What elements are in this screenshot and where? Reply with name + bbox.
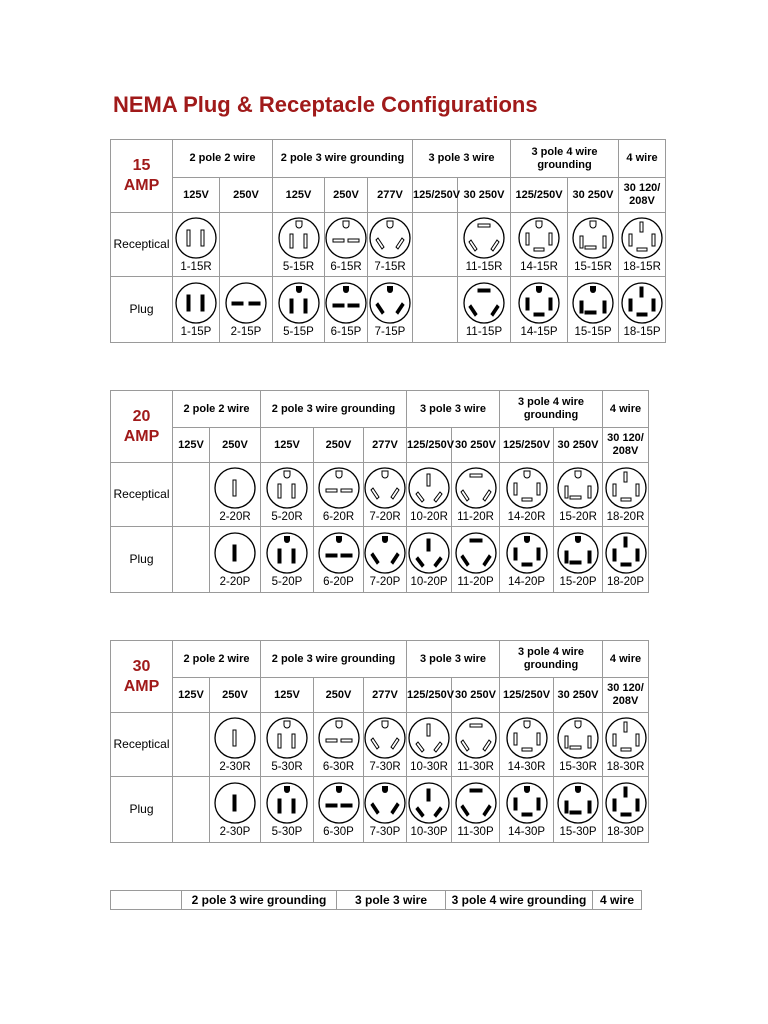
plug-face-icon	[174, 281, 218, 325]
plug-cell	[407, 777, 452, 843]
voltage-header: 125V	[261, 678, 314, 713]
bottom-cell-4w: 4 wire	[593, 891, 642, 910]
receptacle-cell	[452, 713, 500, 777]
amp-rating	[111, 391, 173, 463]
voltage-header: 30 120/ 208V	[619, 178, 666, 213]
voltage-header: 277V	[368, 178, 413, 213]
plug-face-icon	[556, 781, 600, 825]
receptacle-cell	[368, 213, 413, 277]
nema-code: 5-20R	[271, 510, 303, 523]
receptacle-face-icon	[174, 216, 218, 260]
voltage-header: 30 120/ 208V	[603, 678, 649, 713]
header-4w: 4 wire	[603, 391, 649, 428]
receptacle-face-icon	[571, 216, 615, 260]
receptacle-face-icon	[363, 466, 407, 510]
receptacle-cell	[554, 713, 603, 777]
plug-cell	[220, 277, 273, 343]
nema-code: 14-20R	[507, 510, 546, 523]
nema-code: 15-30P	[559, 825, 597, 838]
header-2p2w: 2 pole 2 wire	[173, 391, 261, 428]
plug-cell	[210, 527, 261, 593]
nema-code: 11-30P	[457, 825, 494, 838]
receptacle-cell	[314, 463, 364, 527]
voltage-header: 250V	[314, 428, 364, 463]
amp-rating	[111, 140, 173, 213]
voltage-header: 125/250V	[500, 678, 554, 713]
receptacle-cell	[173, 463, 210, 527]
receptacle-cell	[500, 713, 554, 777]
receptacle-face-icon	[505, 716, 549, 760]
nema-code: 2-15P	[230, 325, 262, 338]
receptacle-face-icon	[407, 716, 451, 760]
plug-face-icon	[462, 281, 506, 325]
receptacle-cell	[407, 463, 452, 527]
bottom-cell-3p3w: 3 pole 3 wire	[337, 891, 446, 910]
voltage-header: 125/250V	[511, 178, 568, 213]
nema-code: 6-30R	[322, 760, 355, 773]
receptacle-face-icon	[604, 716, 648, 760]
plug-face-icon	[277, 281, 321, 325]
voltage-header: 30 250V	[554, 428, 603, 463]
voltage-header: 250V	[314, 678, 364, 713]
nema-code: 10-30P	[410, 825, 448, 838]
nema-code: 7-20R	[369, 510, 401, 523]
voltage-header: 30 120/ 208V	[603, 428, 649, 463]
amp-unit: AMP	[123, 177, 160, 194]
plug-cell	[368, 277, 413, 343]
receptacle-face-icon	[517, 216, 561, 260]
nema-code: 15-15R	[574, 260, 612, 273]
voltage-header: 30 250V	[554, 678, 603, 713]
receptacle-face-icon	[324, 216, 368, 260]
nema-code: 15-15P	[574, 325, 612, 338]
receptacle-cell	[458, 213, 511, 277]
plug-cell	[173, 527, 210, 593]
nema-code: 14-15P	[520, 325, 558, 338]
plug-cell	[603, 527, 649, 593]
amp-unit: AMP	[123, 677, 160, 695]
receptacle-cell	[325, 213, 368, 277]
receptacle-cell	[261, 713, 314, 777]
nema-code: 2-20P	[219, 575, 251, 588]
plug-cell	[500, 527, 554, 593]
plug-face-icon	[604, 531, 648, 575]
nema-code: 11-20P	[457, 575, 494, 588]
voltage-header: 250V	[210, 678, 261, 713]
nema-code: 6-20P	[323, 575, 354, 588]
plug-cell	[364, 777, 407, 843]
nema-code: 6-15R	[330, 260, 362, 273]
voltage-header: 277V	[364, 678, 407, 713]
nema-code: 7-30P	[369, 825, 401, 838]
plug-face-icon	[604, 781, 648, 825]
receptacle-face-icon	[363, 716, 407, 760]
receptacle-cell	[568, 213, 619, 277]
nema-code: 6-15P	[330, 325, 362, 338]
nema-code: 15-30R	[559, 760, 597, 773]
receptacle-cell	[364, 463, 407, 527]
header-3p3w: 3 pole 3 wire	[413, 140, 511, 178]
nema-code: 14-30R	[507, 760, 546, 773]
receptacle-cell	[210, 713, 261, 777]
receptacle-cell	[261, 463, 314, 527]
plug-cell	[458, 277, 511, 343]
plug-cell	[325, 277, 368, 343]
nema-code: 11-20R	[457, 510, 494, 523]
header-4w: 4 wire	[619, 140, 666, 178]
receptacle-cell	[407, 713, 452, 777]
row-label-receptacle: Receptical	[111, 713, 173, 777]
receptacle-cell	[413, 213, 458, 277]
receptacle-face-icon	[604, 466, 648, 510]
voltage-header: 125/250V	[500, 428, 554, 463]
amp-number: 30	[132, 657, 151, 675]
plug-face-icon	[213, 531, 257, 575]
receptacle-cell	[314, 713, 364, 777]
receptacle-face-icon	[317, 466, 361, 510]
voltage-header: 125/250V	[407, 678, 452, 713]
plug-face-icon	[407, 531, 451, 575]
header-4w: 4 wire	[603, 641, 649, 678]
plug-cell	[452, 777, 500, 843]
voltage-header: 30 250V	[568, 178, 619, 213]
header-2p3wg: 2 pole 3 wire grounding	[273, 140, 413, 178]
nema-table-30a	[110, 640, 649, 843]
plug-cell	[452, 527, 500, 593]
receptacle-cell	[220, 213, 273, 277]
voltage-header: 125V	[173, 178, 220, 213]
nema-code: 7-15P	[374, 325, 406, 338]
voltage-header: 250V	[210, 428, 261, 463]
plug-face-icon	[265, 781, 309, 825]
nema-code: 18-20R	[606, 510, 645, 523]
receptacle-face-icon	[407, 466, 451, 510]
nema-code: 5-30R	[271, 760, 303, 773]
plug-cell	[173, 277, 220, 343]
plug-cell	[314, 527, 364, 593]
nema-code: 5-30P	[271, 825, 303, 838]
receptacle-face-icon	[454, 716, 498, 760]
nema-code: 11-15R	[465, 260, 503, 273]
row-label-plug: Plug	[111, 777, 173, 843]
receptacle-cell	[619, 213, 666, 277]
plug-face-icon	[317, 781, 361, 825]
plug-face-icon	[556, 531, 600, 575]
receptacle-face-icon	[368, 216, 412, 260]
plug-cell	[554, 527, 603, 593]
nema-code: 14-20P	[507, 575, 546, 588]
plug-cell	[314, 777, 364, 843]
header-3p4wg: 3 pole 4 wire grounding	[500, 641, 603, 678]
amp-number: 15	[132, 157, 151, 174]
plug-face-icon	[517, 281, 561, 325]
receptacle-face-icon	[265, 716, 309, 760]
nema-code: 10-20R	[410, 510, 448, 523]
receptacle-cell	[210, 463, 261, 527]
page-title: NEMA Plug & Receptacle Configurations	[113, 92, 538, 117]
nema-code: 6-30P	[323, 825, 354, 838]
plug-cell	[619, 277, 666, 343]
receptacle-face-icon	[317, 716, 361, 760]
nema-code: 1-15R	[180, 260, 212, 273]
voltage-header: 277V	[364, 428, 407, 463]
receptacle-face-icon	[556, 716, 600, 760]
receptacle-face-icon	[277, 216, 321, 260]
row-label-plug: Plug	[111, 527, 173, 593]
bottom-cell-3p4wg: 3 pole 4 wire grounding	[446, 891, 593, 910]
plug-face-icon	[363, 531, 407, 575]
plug-face-icon	[368, 281, 412, 325]
nema-code: 7-15R	[374, 260, 406, 273]
receptacle-face-icon	[265, 466, 309, 510]
plug-cell	[364, 527, 407, 593]
row-label-receptacle: Receptical	[111, 213, 173, 277]
receptacle-cell	[500, 463, 554, 527]
nema-code: 18-30P	[606, 825, 645, 838]
nema-code: 5-15P	[283, 325, 314, 338]
header-3p3w: 3 pole 3 wire	[407, 391, 500, 428]
plug-cell	[500, 777, 554, 843]
plug-cell	[568, 277, 619, 343]
voltage-header: 125V	[261, 428, 314, 463]
header-2p2w: 2 pole 2 wire	[173, 641, 261, 678]
bottom-cell-2p3wg: 2 pole 3 wire grounding	[182, 891, 337, 910]
plug-cell	[554, 777, 603, 843]
receptacle-face-icon	[556, 466, 600, 510]
plug-face-icon	[571, 281, 615, 325]
header-2p3wg: 2 pole 3 wire grounding	[261, 391, 407, 428]
plug-cell	[603, 777, 649, 843]
plug-face-icon	[454, 531, 498, 575]
nema-code: 6-20R	[322, 510, 355, 523]
plug-face-icon	[265, 531, 309, 575]
receptacle-cell	[603, 713, 649, 777]
nema-code: 14-15R	[520, 260, 558, 273]
voltage-header: 30 250V	[458, 178, 511, 213]
plug-face-icon	[317, 531, 361, 575]
nema-code: 15-20R	[559, 510, 597, 523]
voltage-header: 125V	[273, 178, 325, 213]
receptacle-cell	[511, 213, 568, 277]
nema-code: 7-20P	[369, 575, 401, 588]
nema-code: 5-15R	[282, 260, 315, 273]
plug-cell	[273, 277, 325, 343]
nema-code: 1-15P	[180, 325, 212, 338]
header-3p4wg: 3 pole 4 wire grounding	[511, 140, 619, 178]
plug-cell	[511, 277, 568, 343]
receptacle-face-icon	[454, 466, 498, 510]
voltage-header: 125V	[173, 428, 210, 463]
plug-face-icon	[213, 781, 257, 825]
plug-cell	[413, 277, 458, 343]
row-label-receptacle: Receptical	[111, 463, 173, 527]
receptacle-face-icon	[505, 466, 549, 510]
receptacle-cell	[603, 463, 649, 527]
receptacle-cell	[273, 213, 325, 277]
nema-code: 18-15P	[623, 325, 661, 338]
plug-cell	[261, 777, 314, 843]
nema-code: 10-30R	[410, 760, 448, 773]
header-2p2w: 2 pole 2 wire	[173, 140, 273, 178]
plug-face-icon	[620, 281, 664, 325]
nema-code: 5-20P	[271, 575, 303, 588]
bottom-header-table	[110, 890, 642, 910]
nema-table-15a	[110, 139, 666, 343]
nema-code: 10-20P	[410, 575, 448, 588]
plug-cell	[173, 777, 210, 843]
header-3p3w: 3 pole 3 wire	[407, 641, 500, 678]
nema-code: 18-20P	[606, 575, 645, 588]
nema-code: 18-30R	[606, 760, 645, 773]
plug-face-icon	[407, 781, 451, 825]
receptacle-face-icon	[213, 466, 257, 510]
voltage-header: 250V	[325, 178, 368, 213]
voltage-header: 125/250V	[407, 428, 452, 463]
receptacle-face-icon	[213, 716, 257, 760]
receptacle-face-icon	[620, 216, 664, 260]
header-2p3wg: 2 pole 3 wire grounding	[261, 641, 407, 678]
nema-code: 2-20R	[219, 510, 251, 523]
amp-number: 20	[132, 407, 151, 425]
nema-table-20a	[110, 390, 649, 593]
receptacle-cell	[452, 463, 500, 527]
voltage-header: 250V	[220, 178, 273, 213]
receptacle-face-icon	[462, 216, 506, 260]
voltage-header: 125V	[173, 678, 210, 713]
nema-code: 2-30P	[219, 825, 251, 838]
nema-code: 11-30R	[457, 760, 494, 773]
receptacle-cell	[554, 463, 603, 527]
nema-code: 15-20P	[559, 575, 597, 588]
plug-cell	[261, 527, 314, 593]
header-3p4wg: 3 pole 4 wire grounding	[500, 391, 603, 428]
amp-unit: AMP	[123, 427, 160, 445]
row-label-plug: Plug	[111, 277, 173, 343]
nema-code: 11-15P	[465, 325, 503, 338]
plug-cell	[407, 527, 452, 593]
receptacle-cell	[173, 713, 210, 777]
plug-face-icon	[505, 781, 549, 825]
voltage-header: 125/250V	[413, 178, 458, 213]
nema-code: 7-30R	[369, 760, 401, 773]
nema-code: 18-15R	[623, 260, 661, 273]
plug-cell	[210, 777, 261, 843]
plug-face-icon	[224, 281, 268, 325]
plug-face-icon	[363, 781, 407, 825]
nema-code: 14-30P	[507, 825, 546, 838]
plug-face-icon	[454, 781, 498, 825]
bottom-cell-empty	[111, 891, 182, 910]
plug-face-icon	[505, 531, 549, 575]
receptacle-cell	[173, 213, 220, 277]
voltage-header: 30 250V	[452, 678, 500, 713]
receptacle-cell	[364, 713, 407, 777]
nema-code: 2-30R	[219, 760, 251, 773]
plug-face-icon	[324, 281, 368, 325]
voltage-header: 30 250V	[452, 428, 500, 463]
amp-rating	[111, 641, 173, 713]
